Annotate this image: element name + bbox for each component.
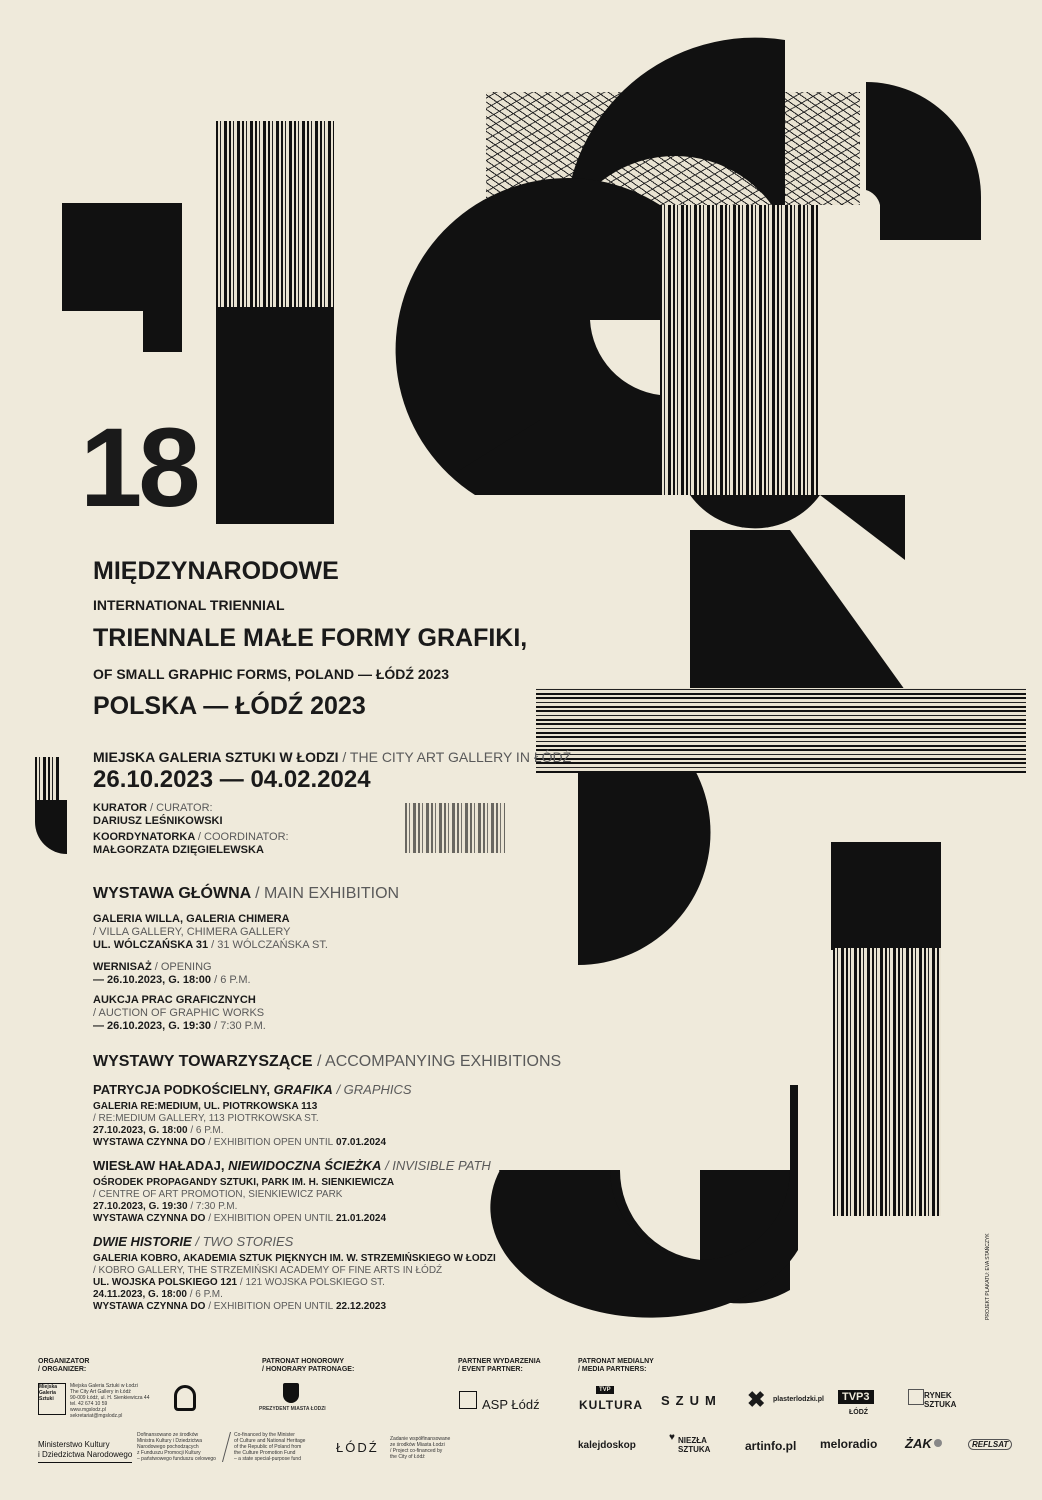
event-time-en: / 6 P.M. [189, 1289, 223, 1300]
curator-name: DARIUSZ LEŚNIKOWSKI [93, 815, 223, 827]
opening-en: / OPENING [154, 961, 212, 973]
artinfo-logo[interactable]: artinfo.pl [745, 1439, 797, 1453]
event-time-en: / 6 P.M. [190, 1125, 224, 1136]
rynek-icon [908, 1389, 924, 1405]
ministry-pl-note: Dofinansowano ze środków Ministra Kultury i Dziedzictwa Narodowego pochodzących z Funduszu Promocji Kultury – państwowego funduszu celowego [137, 1432, 216, 1462]
tvp3-text: TVP3 [842, 1391, 870, 1403]
poster-credit: PROJEKT PLAKATU: EVA STAŃCZYK [985, 1233, 991, 1320]
mgs-logo-text: Miejska Galeria Sztuki [39, 1384, 58, 1402]
ministry-en-note: Co-financed by the Minister of Culture and National Heritage of the Republic of Poland from the Culture Promotion Fund – a state special-purpose fund [234, 1432, 306, 1462]
opening [93, 961, 251, 987]
edition-number: 18 [80, 405, 197, 530]
venue-line-2: / RE:MEDIUM GALLERY, 113 PIOTRKOWSKA ST. [93, 1113, 319, 1124]
work-title-en: / TWO STORIES [195, 1234, 294, 1249]
open-until-date: 07.01.2024 [336, 1137, 387, 1148]
venue-line-1: OŚRODEK PROPAGANDY SZTUKI, PARK IM. H. SIENKIEWICZA [93, 1177, 395, 1188]
open-until-pl: WYSTAWA CZYNNA DO [93, 1301, 206, 1312]
curator [93, 802, 223, 828]
title-en-1: INTERNATIONAL TRIENNIAL [93, 597, 285, 613]
k-body-shape [690, 530, 905, 690]
zak-circle-icon [934, 1439, 942, 1447]
tvp-kultura-logo[interactable]: KULTURA [579, 1398, 644, 1412]
event-time-en: / 7:30 P.M. [190, 1201, 238, 1212]
coordinator-label-pl: KOORDYNATORKA [93, 831, 195, 843]
tvp-badge-text: TVP [599, 1387, 611, 1393]
accompanying-item-1-details [93, 1101, 386, 1149]
work-title-pl: NIEWIDOCZNA ŚCIEŻKA [228, 1158, 382, 1173]
work-title-pl: GRAFIKA [273, 1082, 333, 1097]
kalejdoskop-logo[interactable]: kalejdoskop [578, 1440, 636, 1451]
open-until-en: / EXHIBITION OPEN UNTIL [208, 1137, 334, 1148]
organizer-label: ORGANIZATOR / ORGANIZER: [38, 1358, 90, 1373]
asp-square-icon [459, 1391, 477, 1409]
tvp3-badge[interactable] [838, 1390, 874, 1404]
partner-label: PARTNER WYDARZENIA / EVENT PARTNER: [458, 1358, 541, 1373]
main-heading [93, 885, 399, 903]
auction-pl: AUKCJA PRAC GRAFICZNYCH [93, 994, 256, 1006]
address-pl: UL. WOJSKA POLSKIEGO 121 [93, 1277, 238, 1288]
work-title-en: / GRAPHICS [336, 1082, 412, 1097]
location-pin-icon[interactable] [174, 1385, 196, 1411]
asp-logo[interactable]: ASP Łódź [482, 1397, 540, 1412]
tvp-badge [596, 1386, 614, 1394]
open-until-date: 21.01.2024 [336, 1213, 387, 1224]
title-pl-2: TRIENNALE MAŁE FORMY GRAFIKI, [93, 624, 528, 652]
plaster-x-icon: ✖ [747, 1387, 766, 1412]
open-until-en: / EXHIBITION OPEN UNTIL [208, 1213, 334, 1224]
venue-line-2: / KOBRO GALLERY, THE STRZEMIŃSKI ACADEMY OF FINE ARTS IN ŁÓDŹ [93, 1265, 443, 1276]
artist-name: WIESŁAW HAŁADAJ, [93, 1158, 225, 1173]
main-address-pl: UL. WÓLCZAŃSKA 31 [93, 939, 209, 951]
curator-label-en: / CURATOR: [150, 802, 213, 814]
media-label: PATRONAT MEDIALNY / MEDIA PARTNERS: [578, 1358, 654, 1373]
venue-line-1: GALERIA KOBRO, AKADEMIA SZTUK PIĘKNYCH IM. W. STRZEMIŃSKIEGO W ŁODZI [93, 1253, 496, 1264]
title-en-2: OF SMALL GRAPHIC FORMS, POLAND — ŁÓDŹ 2023 [93, 666, 449, 682]
venue-line-1: GALERIA RE:MEDIUM, UL. PIOTRKOWSKA 113 [93, 1101, 318, 1112]
coordinator-label-en: / COORDINATOR: [197, 831, 289, 843]
lodz-logo[interactable]: ŁÓDŹ [336, 1440, 379, 1455]
city-note: Zadanie współfinansowane ze środków Miasta Łodzi / Project co-financed by the City of Łódź [390, 1436, 451, 1460]
coordinator-name: MAŁGORZATA DZIĘGIELEWSKA [93, 844, 264, 856]
curator-label-pl: KURATOR [93, 802, 147, 814]
president-crest-icon [283, 1383, 299, 1403]
reflsat-logo[interactable]: REFLSAT [968, 1439, 1012, 1450]
main-heading-en: / MAIN EXHIBITION [255, 885, 400, 902]
opening-pl: WERNISAŻ [93, 961, 152, 973]
accompanying-heading-pl: WYSTAWY TOWARZYSZĄCE [93, 1053, 313, 1070]
address-en: / 121 WOJSKA POLSKIEGO ST. [239, 1277, 385, 1288]
venue-en: / THE CITY ART GALLERY IN ŁÓDŹ [342, 749, 572, 765]
open-until-date: 22.12.2023 [336, 1301, 387, 1312]
venue-pl: MIEJSKA GALERIA SZTUKI W ŁODZI [93, 749, 339, 765]
president-text: PREZYDENT MIASTA ŁODZI [259, 1406, 326, 1412]
horizontal-brush-stroke [536, 688, 1026, 773]
main-address-en: / 31 WÓLCZAŃSKA ST. [211, 939, 328, 951]
accompanying-heading [93, 1053, 561, 1071]
k-shape [690, 495, 820, 528]
work-title-pl: DWIE HISTORIE [93, 1234, 192, 1249]
venue [93, 749, 571, 765]
open-until-pl: WYSTAWA CZYNNA DO [93, 1213, 206, 1224]
auction-time-en: / 7:30 P.M. [214, 1020, 266, 1032]
accompanying-item-1-title [93, 1082, 412, 1097]
main-venue-2: / VILLA GALLERY, CHIMERA GALLERY [93, 926, 291, 938]
opening-time-en: / 6 P.M. [214, 974, 251, 986]
honorary-label: PATRONAT HONOROWY / HONORARY PATRONAGE: [262, 1358, 355, 1373]
small-brush-texture [35, 757, 59, 803]
event-date: 24.11.2023, G. 18:00 [93, 1289, 187, 1300]
exhibition-dates: 26.10.2023 — 04.02.2024 [93, 766, 371, 793]
k-top-shape [820, 495, 905, 560]
small-brush-texture [405, 803, 505, 853]
accompanying-heading-en: / ACCOMPANYING EXHIBITIONS [317, 1053, 562, 1070]
cut-shape [475, 470, 560, 495]
open-until-pl: WYSTAWA CZYNNA DO [93, 1137, 206, 1148]
open-until-en: / EXHIBITION OPEN UNTIL [208, 1301, 334, 1312]
black-square-right [831, 842, 941, 950]
rynek-logo[interactable]: RYNEK SZTUKA [924, 1391, 957, 1409]
ministry-logo[interactable]: Ministerstwo Kultury i Dziedzictwa Narodowego [38, 1440, 132, 1463]
auction-date: — 26.10.2023, G. 19:30 [93, 1020, 212, 1032]
mgs-address: Miejska Galeria Sztuki w Łodzi The City Art Gallery in Łódź 90-009 Łódź, ul. H. Sienkiewicza 44 tel. 42 674 10 59 www.mgslodz.pl sekretariat@mgslodz.pl [70, 1383, 150, 1419]
zak-logo[interactable]: ŻAK [905, 1436, 932, 1451]
tvp3-sub: ŁÓDŹ [849, 1409, 869, 1416]
main-venue [93, 913, 328, 952]
artist-name: PATRYCJA PODKOŚCIELNY, [93, 1082, 270, 1097]
heart-icon: ♥ [669, 1432, 675, 1443]
auction-en: / AUCTION OF GRAPHIC WORKS [93, 1007, 265, 1019]
niezla-logo[interactable]: NIEZŁA SZTUKA [678, 1436, 711, 1454]
venue-line-2: / CENTRE OF ART PROMOTION, SIENKIEWICZ PARK [93, 1189, 343, 1200]
meloradio-logo[interactable]: meloradio [820, 1437, 878, 1451]
title-pl-3: POLSKA — ŁÓDŹ 2023 [93, 692, 366, 720]
brush-stroke-texture [660, 205, 818, 495]
auction [93, 994, 266, 1033]
event-date: 27.10.2023, G. 18:00 [93, 1125, 188, 1136]
accompanying-item-2-details [93, 1177, 394, 1225]
brush-stroke-texture [833, 948, 941, 1216]
accompanying-item-3-title [93, 1234, 293, 1249]
accompanying-item-2-title [93, 1158, 491, 1173]
accompanying-item-3-details [93, 1253, 496, 1313]
coordinator [93, 831, 289, 857]
mgs-logo[interactable] [38, 1383, 66, 1415]
plaster-logo[interactable]: plasterlodzki.pl [773, 1396, 824, 1403]
title-pl-1: MIĘDZYNARODOWE [93, 557, 339, 585]
main-heading-pl: WYSTAWA GŁÓWNA [93, 885, 251, 902]
work-title-en: / INVISIBLE PATH [385, 1158, 491, 1173]
main-venue-1: GALERIA WILLA, GALERIA CHIMERA [93, 913, 290, 925]
event-date: 27.10.2023, G. 19:30 [93, 1201, 188, 1212]
opening-date: — 26.10.2023, G. 18:00 [93, 974, 212, 986]
szum-logo[interactable]: SZUM [661, 1393, 722, 1408]
